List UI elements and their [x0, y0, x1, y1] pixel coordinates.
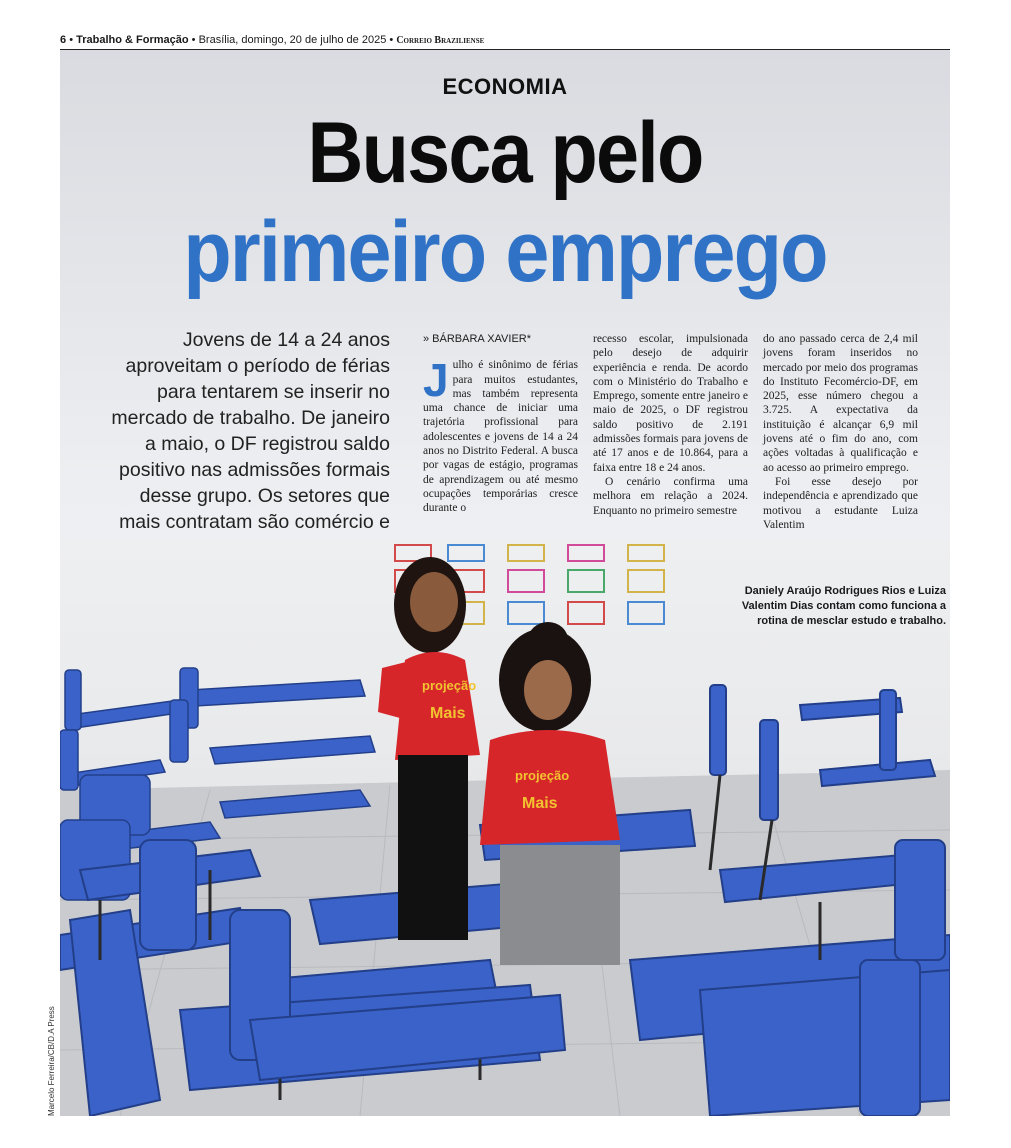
drop-cap: J [423, 354, 449, 407]
page-folio: 6 • Trabalho & Formação • Brasília, domingo, 20 de julho de 2025 • Correio Braziliense [60, 33, 950, 50]
text-column-3 [763, 332, 918, 532]
column-2-paragraph-1: recesso escolar, impulsionada pelo desejo de adquirir experiência e renda. De acordo com o Ministério do Trabalho e Emprego, somente entre janeiro e maio de 2025, o DF registrou saldo positivo de 2.191 admissões formais para jovens de até 17 anos e de 10.864, para a faixa entre 18 e 24 anos. [593, 333, 748, 474]
newspaper-name: Correio Braziliense [396, 35, 485, 46]
page-number: 6 [60, 34, 67, 46]
column-1-text: ulho é sinônimo de férias para muitos estudantes, mas também representa uma chance de iniciar uma trajetória profissional para adolescentes e jovens de 14 a 24 anos no Distrito Federal. A busca por vagas de estágio, programas de aprendizagem ou até mesmo ocupações temporárias cresce durante o [423, 359, 578, 515]
headline-line-1: Busca pelo [307, 105, 703, 201]
column-2-paragraph-2: O cenário confirma uma melhora em relação a 2024. Enquanto no primeiro semestre [593, 475, 748, 517]
column-3-paragraph-2: Foi esse desejo por independência e aprendizado que motivou a estudante Luiza Valentim [763, 475, 918, 531]
shirt-logo-text-seated-2: Mais [522, 795, 558, 812]
byline: » BÁRBARA XAVIER* [423, 333, 532, 345]
article-panel [60, 50, 950, 1116]
shirt-logo-text-seated: projeção [515, 768, 570, 783]
seated-girl [480, 622, 620, 965]
headline-line-2: primeiro emprego [183, 204, 827, 300]
photo-caption: Daniely Araújo Rodrigues Rios e Luiza Valentim Dias contam como funciona a rotina de mesclar estudo e trabalho. [741, 585, 946, 627]
text-column-2 [593, 332, 748, 518]
text-column-1 [423, 332, 578, 516]
shirt-logo-text: projeção [422, 678, 477, 693]
column-1-paragraph [423, 354, 578, 515]
column-3-paragraph-1: do ano passado cerca de 2,4 mil jovens foram inseridos no mercado por meio dos programas do Instituto Fecomércio-DF, em 2025, esse número chegou a 3.725. A expectativa da instituição é alcançar 6,9 mil jovens até o fim do ano, com ações voltadas à qualificação e ao acesso ao primeiro emprego. [763, 333, 918, 474]
dateline: Brasília, domingo, 20 de julho de 2025 [198, 34, 387, 46]
photo-credit: Marcelo Ferreira/CB/D.A Press [47, 1006, 56, 1116]
shirt-logo-text-2: Mais [430, 705, 466, 722]
article-lead: Jovens de 14 a 24 anos aproveitam o período de férias para tentarem se inserir no mercado de trabalho. De janeiro a maio, o DF registrou saldo positivo nas admissões formais desse grupo. Os setores que mais contratam são comércio e [111, 329, 390, 533]
section-kicker: ECONOMIA [442, 74, 568, 99]
section-name: Trabalho & Formação [76, 34, 189, 46]
